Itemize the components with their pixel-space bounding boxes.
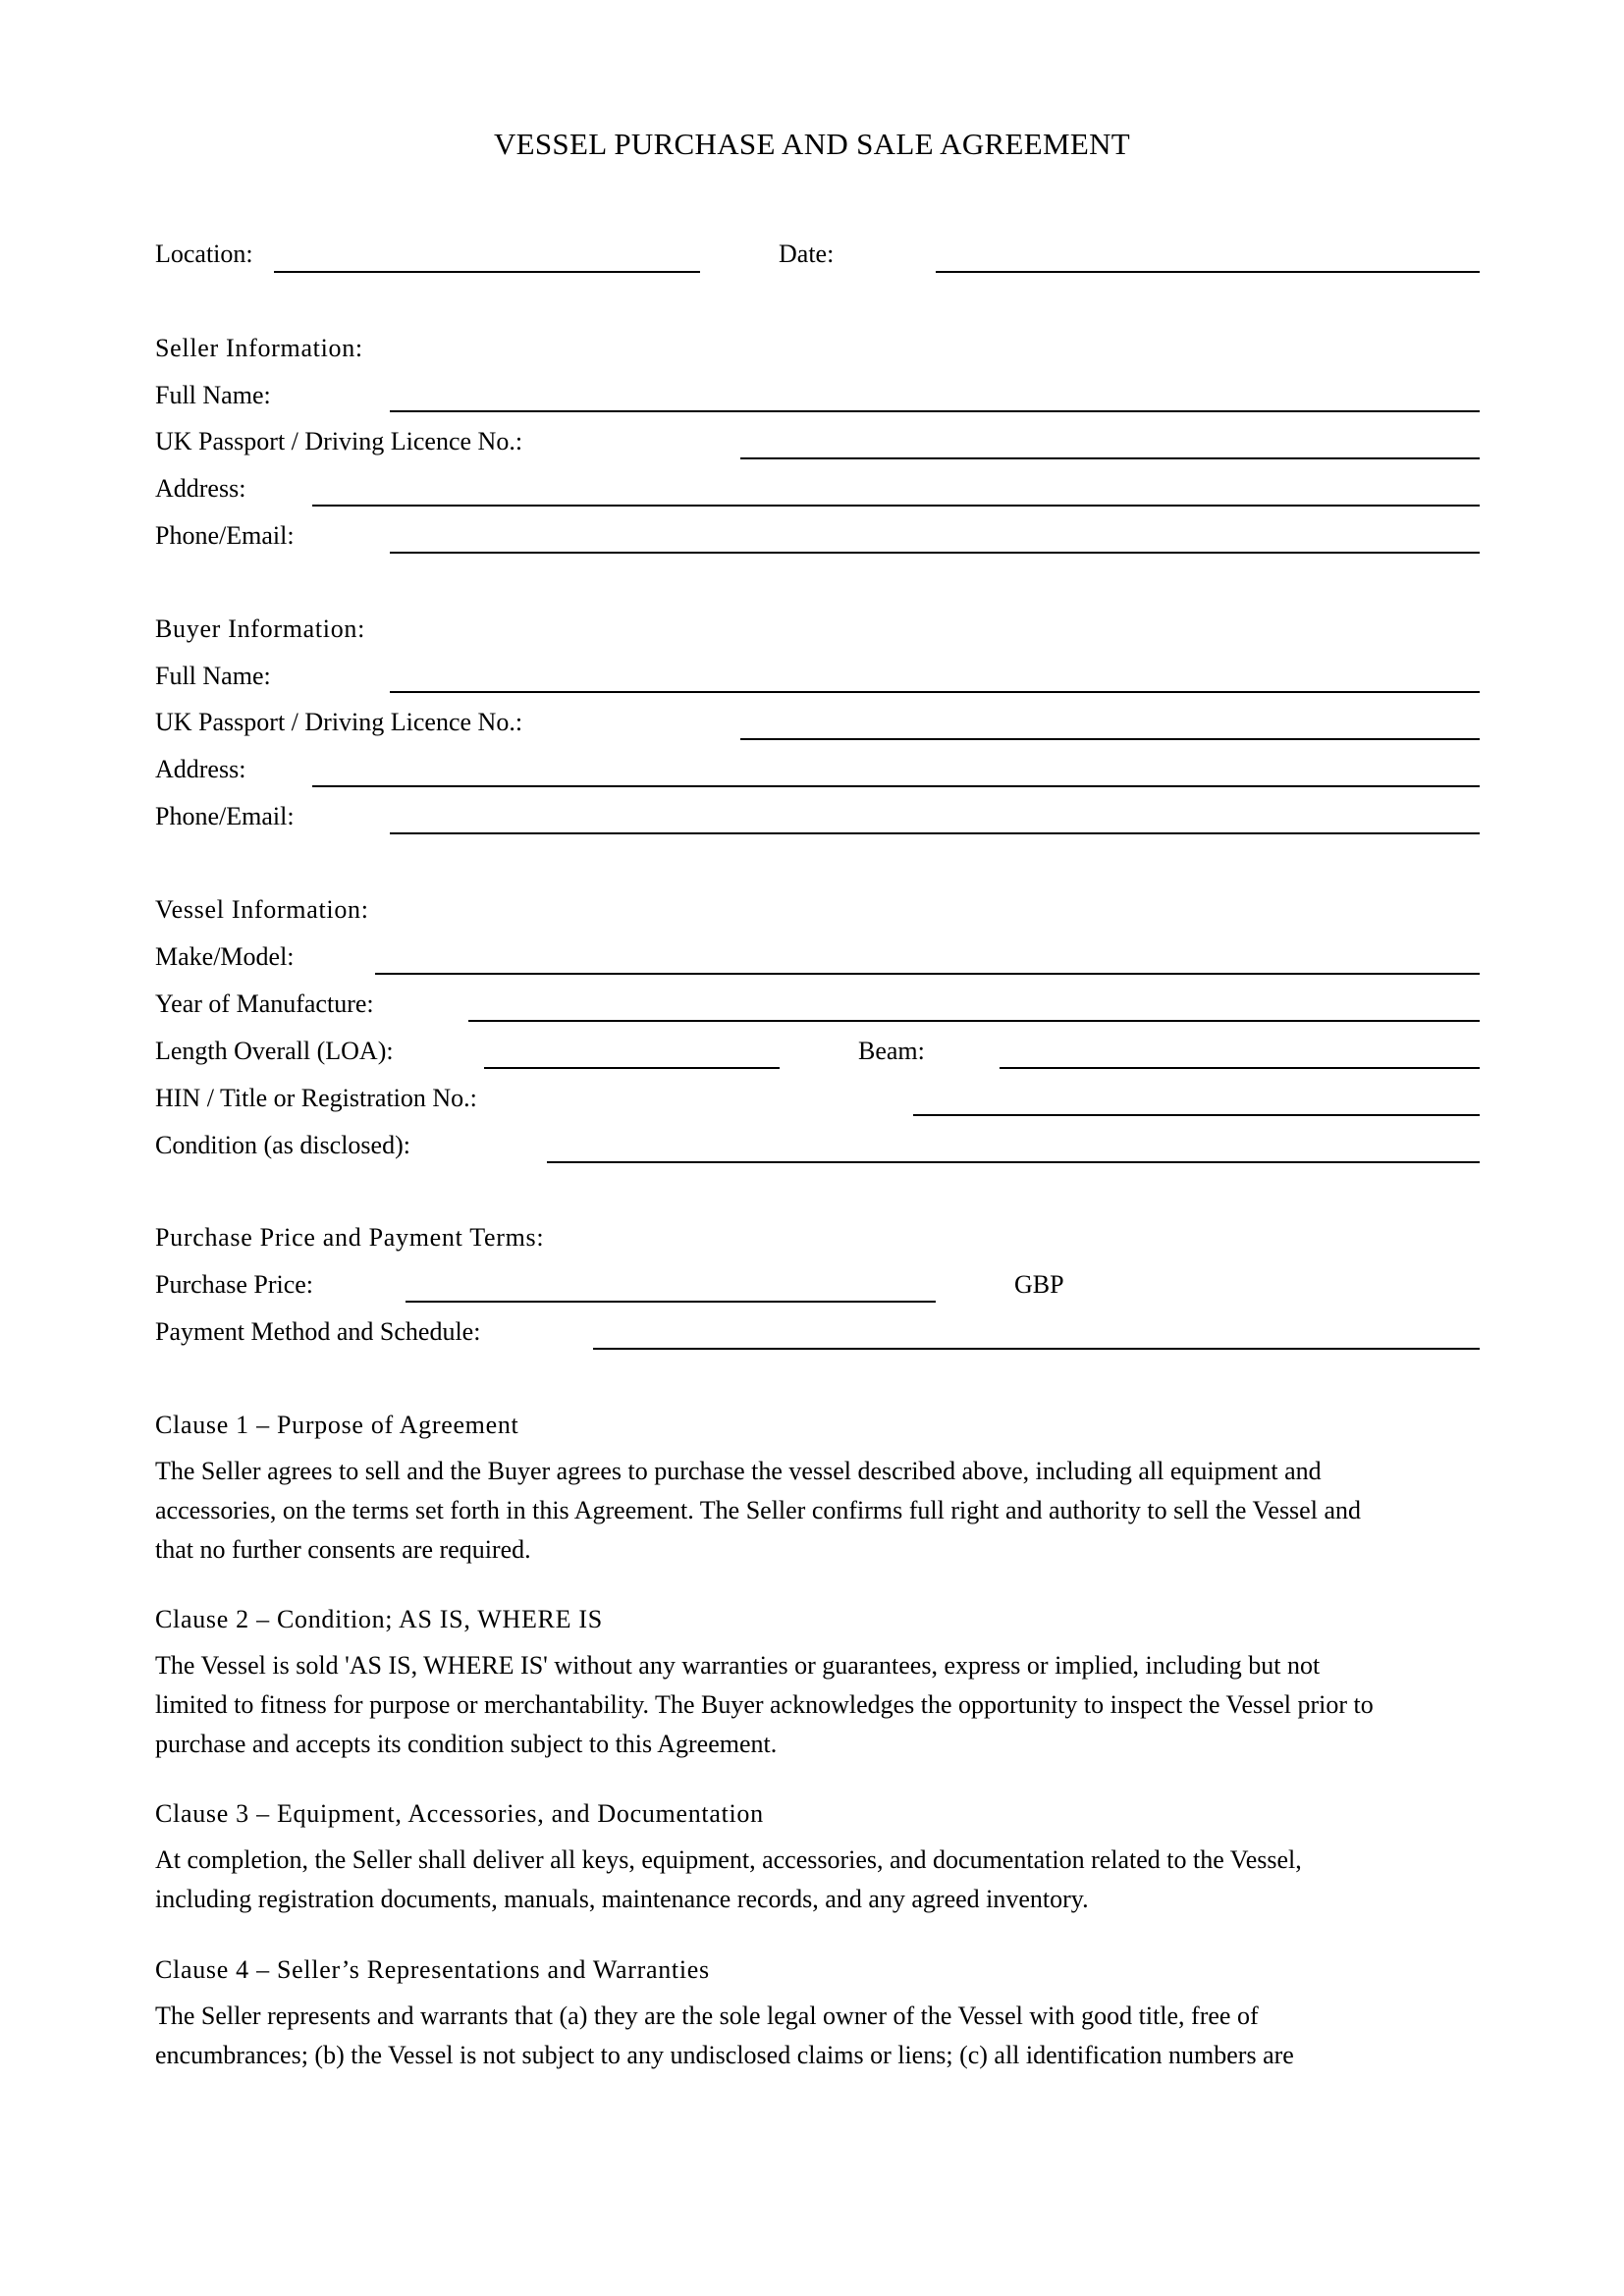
clause-4-text xyxy=(155,1997,1481,2075)
clause-2-line: limited to fitness for purpose or merchantability. The Buyer acknowledges the opportunity to inspect the Vessel prior to xyxy=(155,1690,1374,1719)
buyer-full-name-field[interactable] xyxy=(390,691,1480,693)
seller-full-name-label: Full Name: xyxy=(155,381,271,409)
seller-full-name-field[interactable] xyxy=(390,410,1480,412)
clause-2-heading: Clause 2 – Condition; AS IS, WHERE IS xyxy=(155,1605,603,1633)
loa-label: Length Overall (LOA): xyxy=(155,1037,394,1065)
payment-method-label: Payment Method and Schedule: xyxy=(155,1317,481,1346)
buyer-address-field[interactable] xyxy=(312,785,1480,787)
clause-1-line: accessories, on the terms set forth in this Agreement. The Seller confirms full right and authority to sell the Vessel and xyxy=(155,1496,1361,1524)
buyer-full-name-label: Full Name: xyxy=(155,662,271,690)
buyer-contact-field[interactable] xyxy=(390,832,1480,834)
hin-field[interactable] xyxy=(913,1114,1480,1116)
condition-label: Condition (as disclosed): xyxy=(155,1131,410,1159)
clause-3-text xyxy=(155,1841,1481,1919)
buyer-address-label: Address: xyxy=(155,755,246,783)
loa-field[interactable] xyxy=(484,1067,780,1069)
purchase-price-field[interactable] xyxy=(406,1301,936,1303)
seller-contact-field[interactable] xyxy=(390,552,1480,554)
location-field[interactable] xyxy=(274,271,700,273)
seller-address-field[interactable] xyxy=(312,505,1480,507)
currency-label: GBP xyxy=(1014,1270,1064,1299)
make-model-field[interactable] xyxy=(375,973,1480,975)
clause-2-line: The Vessel is sold 'AS IS, WHERE IS' without any warranties or guarantees, express or implied, including but not xyxy=(155,1651,1321,1680)
make-model-label: Make/Model: xyxy=(155,942,295,971)
beam-label: Beam: xyxy=(858,1037,925,1065)
seller-heading: Seller Information: xyxy=(155,334,363,362)
buyer-contact-label: Phone/Email: xyxy=(155,802,295,830)
price-heading: Purchase Price and Payment Terms: xyxy=(155,1223,545,1252)
date-field[interactable] xyxy=(936,271,1480,273)
clause-1-line: that no further consents are required. xyxy=(155,1535,531,1564)
hin-label: HIN / Title or Registration No.: xyxy=(155,1084,477,1112)
clause-1-line: The Seller agrees to sell and the Buyer agrees to purchase the vessel described above, including all equipment and xyxy=(155,1457,1322,1485)
seller-contact-label: Phone/Email: xyxy=(155,521,295,550)
date-label: Date: xyxy=(779,240,835,268)
clause-1-heading: Clause 1 – Purpose of Agreement xyxy=(155,1411,519,1439)
clause-3-line: including registration documents, manuals, maintenance records, and any agreed inventory. xyxy=(155,1885,1089,1913)
clause-2-text xyxy=(155,1646,1481,1764)
seller-id-field[interactable] xyxy=(740,457,1480,459)
buyer-id-field[interactable] xyxy=(740,738,1480,740)
clause-2-line: purchase and accepts its condition subject to this Agreement. xyxy=(155,1730,778,1758)
location-label: Location: xyxy=(155,240,253,268)
condition-field[interactable] xyxy=(547,1161,1480,1163)
clause-3-line: At completion, the Seller shall deliver all keys, equipment, accessories, and documentation related to the Vessel, xyxy=(155,1845,1302,1874)
clause-3-heading: Clause 3 – Equipment, Accessories, and Documentation xyxy=(155,1799,764,1828)
vessel-heading: Vessel Information: xyxy=(155,895,369,924)
clause-4-line: encumbrances; (b) the Vessel is not subject to any undisclosed claims or liens; (c) all identification numbers are xyxy=(155,2041,1294,2069)
buyer-heading: Buyer Information: xyxy=(155,614,366,643)
purchase-price-label: Purchase Price: xyxy=(155,1270,314,1299)
clause-1-text xyxy=(155,1452,1481,1570)
clause-4-heading: Clause 4 – Seller’s Representations and Warranties xyxy=(155,1955,710,1984)
clause-4-line: The Seller represents and warrants that (a) they are the sole legal owner of the Vessel with good title, free of xyxy=(155,2002,1259,2030)
payment-method-field[interactable] xyxy=(593,1348,1480,1350)
buyer-id-label: UK Passport / Driving Licence No.: xyxy=(155,708,523,736)
seller-id-label: UK Passport / Driving Licence No.: xyxy=(155,427,523,455)
year-label: Year of Manufacture: xyxy=(155,989,374,1018)
document-title: VESSEL PURCHASE AND SALE AGREEMENT xyxy=(493,127,1131,161)
beam-field[interactable] xyxy=(1000,1067,1480,1069)
seller-address-label: Address: xyxy=(155,474,246,503)
year-field[interactable] xyxy=(468,1020,1480,1022)
